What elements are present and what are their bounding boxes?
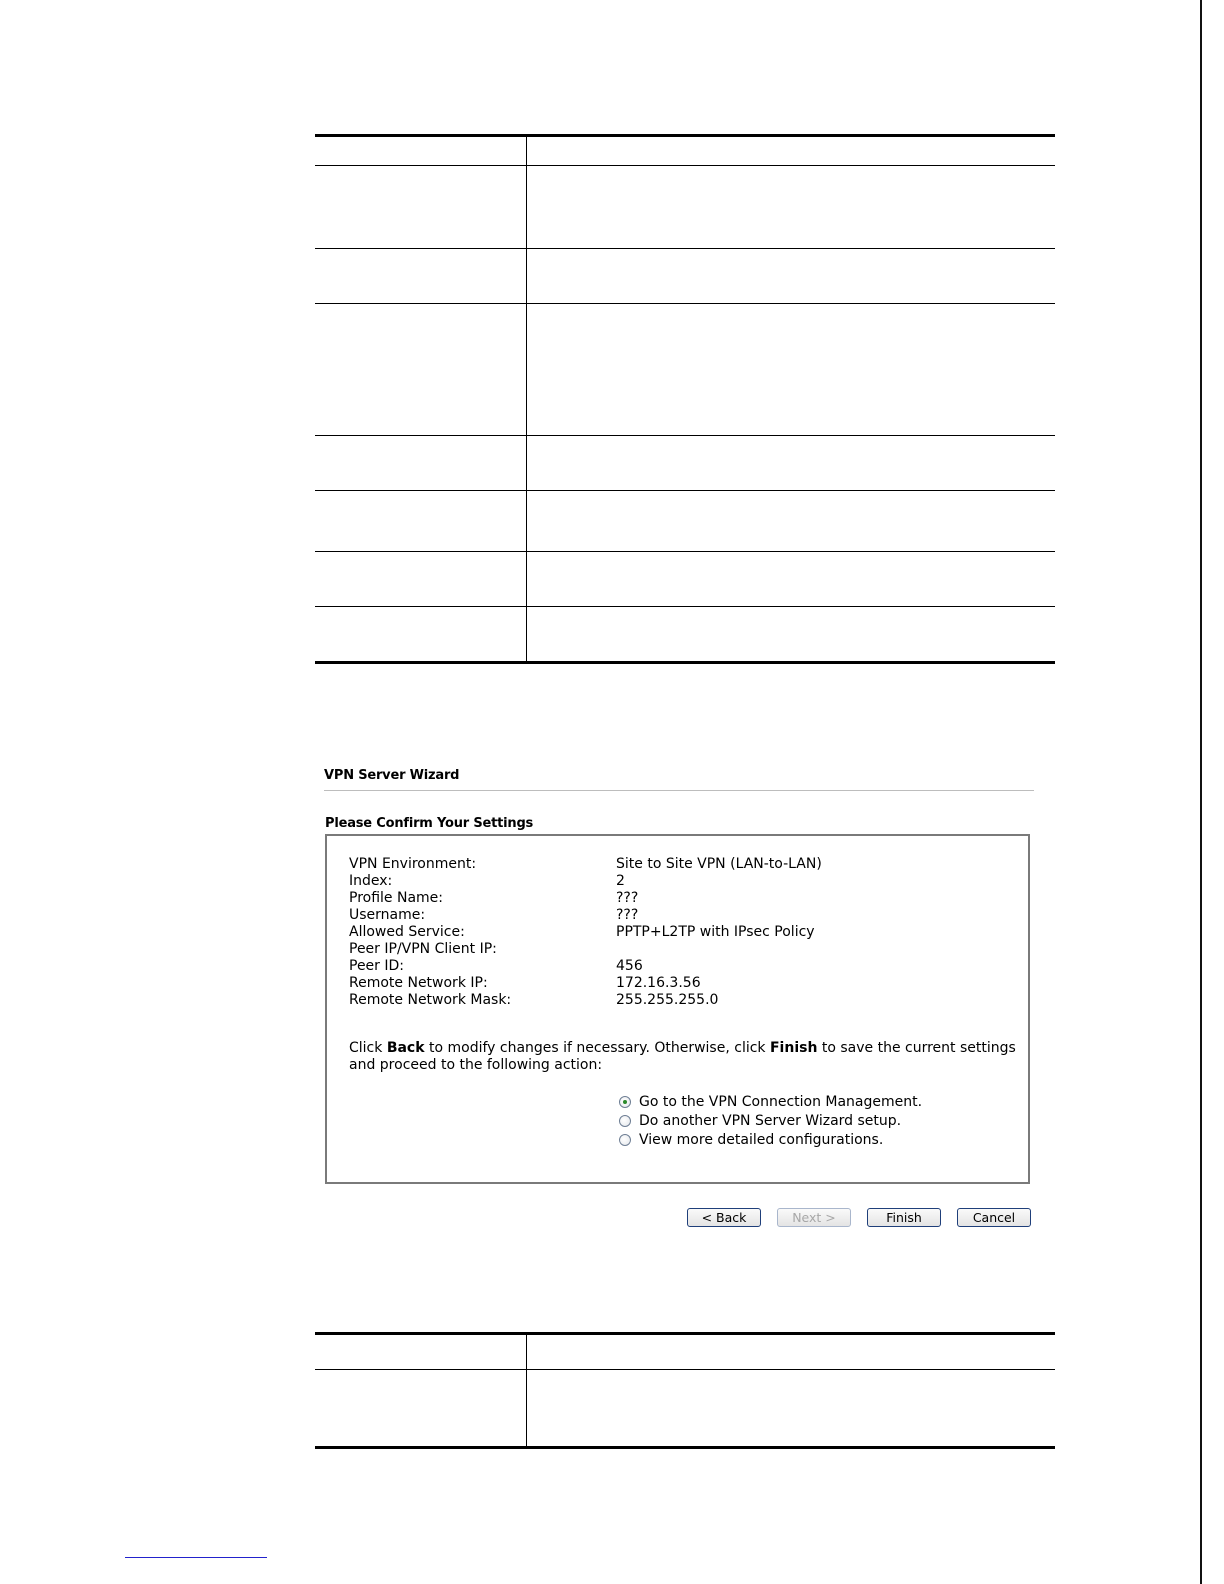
setting-value: Site to Site VPN (LAN-to-LAN): [616, 856, 822, 872]
table-row: [315, 1334, 1055, 1370]
vpn-server-wizard: [324, 766, 1034, 1225]
setting-value: ???: [616, 890, 639, 906]
setting-label: Remote Network IP:: [349, 975, 488, 991]
table-row: [315, 304, 1055, 436]
setting-value: 2: [616, 873, 625, 889]
option-label: Do another VPN Server Wizard setup.: [639, 1112, 902, 1129]
cancel-button[interactable]: Cancel: [957, 1208, 1031, 1227]
setting-row-profile-name: [349, 890, 822, 907]
next-button[interactable]: Next >: [777, 1208, 851, 1227]
instruction-text: [349, 1040, 1019, 1074]
setting-row-remote-network-ip: [349, 975, 822, 992]
doc-table-top: [315, 134, 1055, 664]
setting-row-vpn-environment: [349, 856, 822, 873]
page-edge: [1200, 0, 1202, 1584]
setting-value: ???: [616, 907, 639, 923]
radio-selected-icon[interactable]: [619, 1096, 631, 1108]
setting-label: Peer ID:: [349, 958, 405, 974]
setting-label: Index:: [349, 873, 393, 889]
confirm-settings-box: [325, 834, 1030, 1184]
doc-table-bottom: [315, 1332, 1055, 1449]
setting-label: VPN Environment:: [349, 856, 477, 872]
table-row: [315, 552, 1055, 607]
setting-row-remote-network-mask: [349, 992, 822, 1009]
setting-label: Remote Network Mask:: [349, 992, 512, 1008]
wizard-title: VPN Server Wizard: [324, 768, 460, 783]
setting-value: 255.255.255.0: [616, 992, 719, 1008]
option-detailed-configurations[interactable]: [619, 1130, 922, 1149]
instruction-back-keyword: Back: [386, 1040, 425, 1056]
radio-icon[interactable]: [619, 1115, 631, 1127]
table-row: [315, 166, 1055, 249]
table-row: [315, 1370, 1055, 1448]
table-row: [315, 249, 1055, 304]
setting-label: Username:: [349, 907, 426, 923]
setting-label: Allowed Service:: [349, 924, 465, 940]
divider: [324, 790, 1034, 791]
setting-row-username: [349, 907, 822, 924]
setting-row-peer-id: [349, 958, 822, 975]
settings-list: [349, 856, 822, 1009]
table-row: [315, 136, 1055, 166]
setting-value: 172.16.3.56: [616, 975, 701, 991]
radio-icon[interactable]: [619, 1134, 631, 1146]
option-vpn-connection-management[interactable]: [619, 1092, 922, 1111]
option-label: Go to the VPN Connection Management.: [639, 1093, 923, 1110]
setting-label: Profile Name:: [349, 890, 444, 906]
table-row: [315, 436, 1055, 491]
option-label: View more detailed configurations.: [639, 1131, 884, 1148]
option-another-wizard-setup[interactable]: [619, 1111, 922, 1130]
setting-value: PPTP+L2TP with IPsec Policy: [616, 924, 815, 940]
back-button[interactable]: < Back: [687, 1208, 761, 1227]
setting-row-allowed-service: [349, 924, 822, 941]
instruction-text-part: to modify changes if necessary. Otherwise, click: [424, 1040, 770, 1056]
setting-value: 456: [616, 958, 643, 974]
table-row: [315, 607, 1055, 663]
footer-link-underline: [125, 1557, 267, 1558]
setting-row-index: [349, 873, 822, 890]
action-options: [619, 1092, 922, 1149]
table-row: [315, 491, 1055, 552]
instruction-finish-keyword: Finish: [769, 1040, 818, 1056]
finish-button[interactable]: Finish: [867, 1208, 941, 1227]
setting-row-peer-ip: [349, 941, 822, 958]
setting-label: Peer IP/VPN Client IP:: [349, 941, 497, 957]
instruction-text-part: to save the current settings and proceed to the following action:: [349, 1040, 1016, 1073]
instruction-text-part: Click: [349, 1040, 387, 1056]
confirm-title: Please Confirm Your Settings: [325, 816, 534, 831]
wizard-buttons: [687, 1208, 1031, 1227]
